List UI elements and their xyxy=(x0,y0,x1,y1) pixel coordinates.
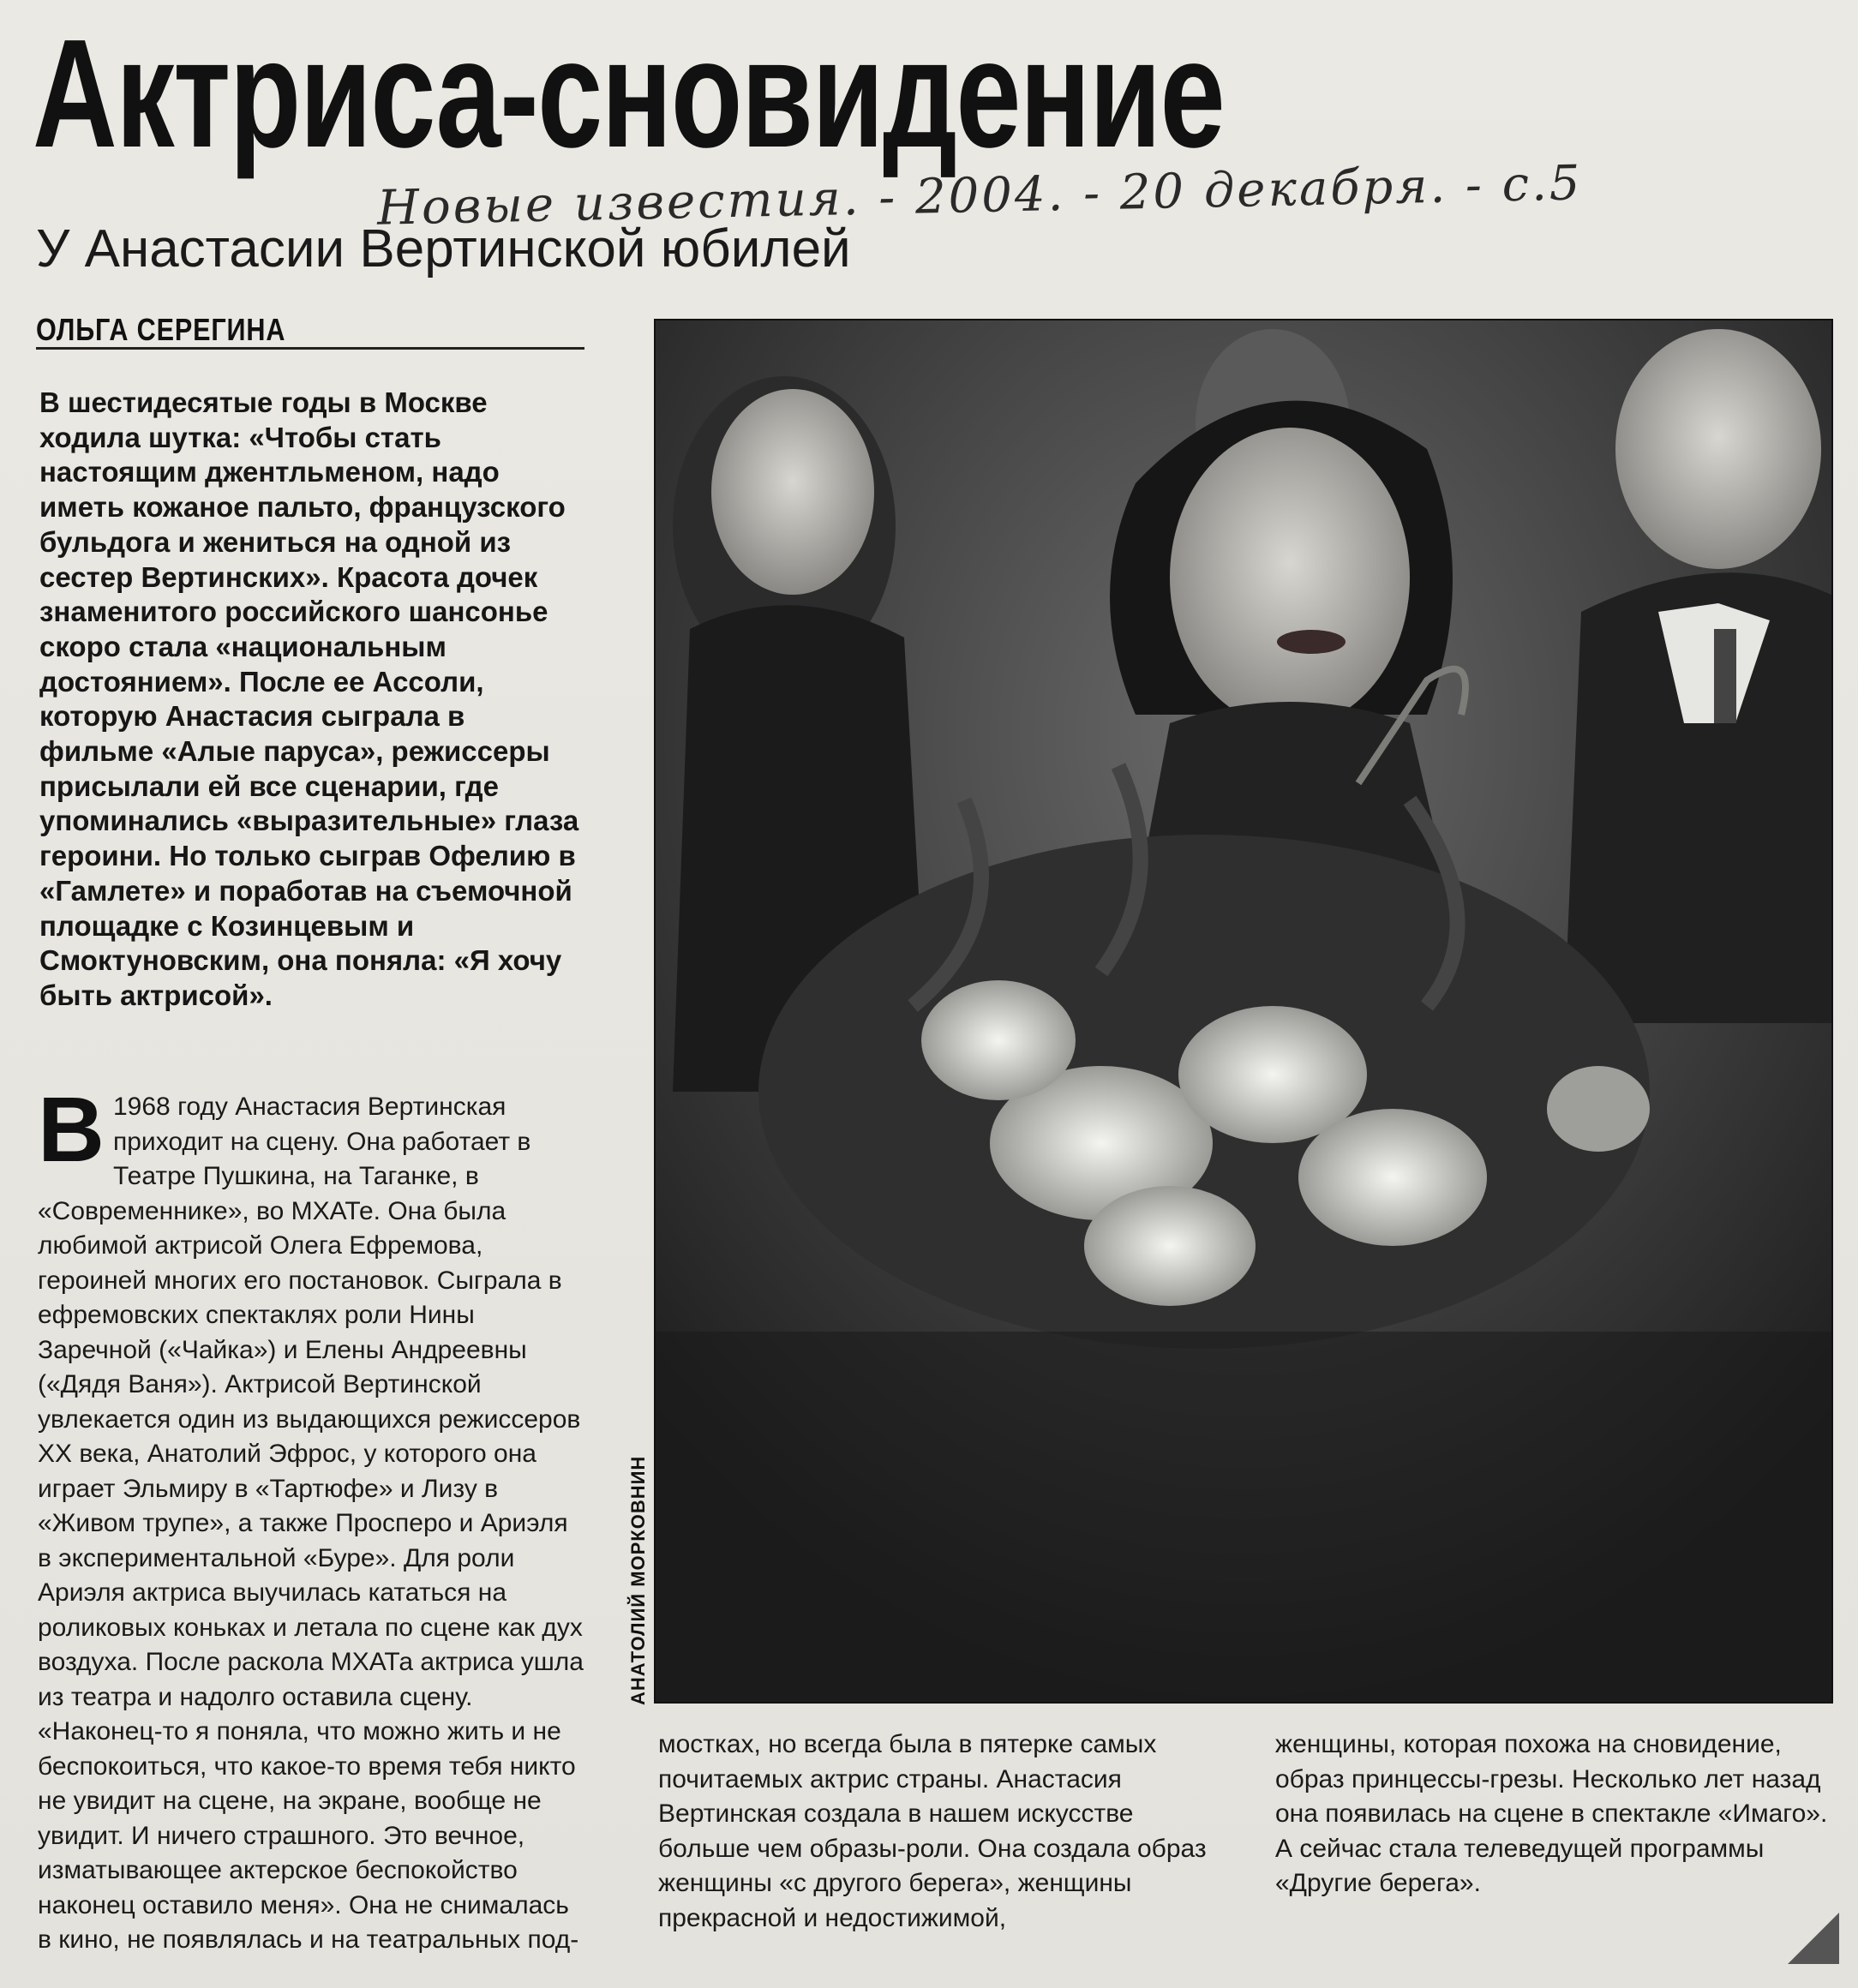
lead-paragraph: В шестидесятые годы в Москве ходила шутка: «Чтобы стать настоящим джентльменом, надо иметь кожаное пальто, французского бульдога и жениться на одной из сестер Вертинских». Красота дочек знаменитого российского шансонье скоро стала «национальным достоянием». После ее Ассоли, которую Анастасия сыграла в фильме «Алые паруса», режиссеры присылали ей все сценарии, где упоминались «выразительные» глаза героини. Но только сыграв Офелию в «Гамлете» и поработав на съемочной площадке с Козинцевым и Смоктуновским, она поняла: «Я хочу быть актрисой». xyxy=(39,386,579,1011)
handwritten-source-note: Новые известия. - 2004. - 20 декабря. - с.5 xyxy=(376,155,1584,237)
end-of-article-mark xyxy=(1788,1913,1839,1964)
byline-divider xyxy=(36,347,584,350)
body-column-2: мостках, но всегда была в пятерке самых почитаемых актрис страны. Анастасия Вертинская создала в нашем искусстве больше чем образы-роли. Она создала образ женщины «с другого берега», женщины прекрасной и недостижимой, xyxy=(658,1730,1207,1932)
author-byline: ОЛЬГА СЕРЕГИНА xyxy=(36,312,286,347)
photo-credit: АНАТОЛИЙ МОРКОВНИН xyxy=(627,1455,649,1705)
photo-illustration xyxy=(656,320,1831,1702)
drop-cap: В xyxy=(38,1090,105,1181)
headline: Актриса-сновидение xyxy=(33,8,1225,180)
subtitle: У Анастасии Вертинской юбилей xyxy=(36,219,851,278)
body-column-1-text: 1968 году Анастасия Вертинская приходит на сцену. Она работает в Театре Пушкина, на Таганке, в «Современнике», во МХАТе. Она была любимой актрисой Олега Ефремова, героиней многих его постановок. Сыграла в ефремовских спектаклях роли Нины Заречной («Чайка») и Елены Андреевны («Дядя Ваня»). Актрисой Вертинской увлекается один из выдающихся режиссеров XX века, Анатолий Эфрос, у которого она играет Эльмиру в «Тартюфе» и Лизу в «Живом трупе», а также Просперо и Ариэля в экспериментальной «Буре». Для роли Ариэля актриса выучилась кататься на роликовых коньках и летала по сцене как дух воздуха. После раскола МХАТа актриса ушла из театра и надолго оставила сцену. «Наконец-то я поняла, что можно жить и не беспокоиться, что какое-то время тебя никто не увидит на сцене, на экране, вообще не увидит. И ничего страшного. Это вечное, изматывающее актерское беспокойство наконец оставило меня». Она не снималась в кино, не появлялась и на театральных под- xyxy=(38,1093,584,1954)
article-photo xyxy=(654,319,1833,1704)
body-column-3: женщины, которая похожа на сновидение, образ принцессы-грезы. Несколько лет назад она появилась на сцене в спектакле «Имаго». А сейчас стала телеведущей программы «Другие берега». xyxy=(1275,1730,1828,1897)
body-column-1 xyxy=(38,1090,586,1964)
